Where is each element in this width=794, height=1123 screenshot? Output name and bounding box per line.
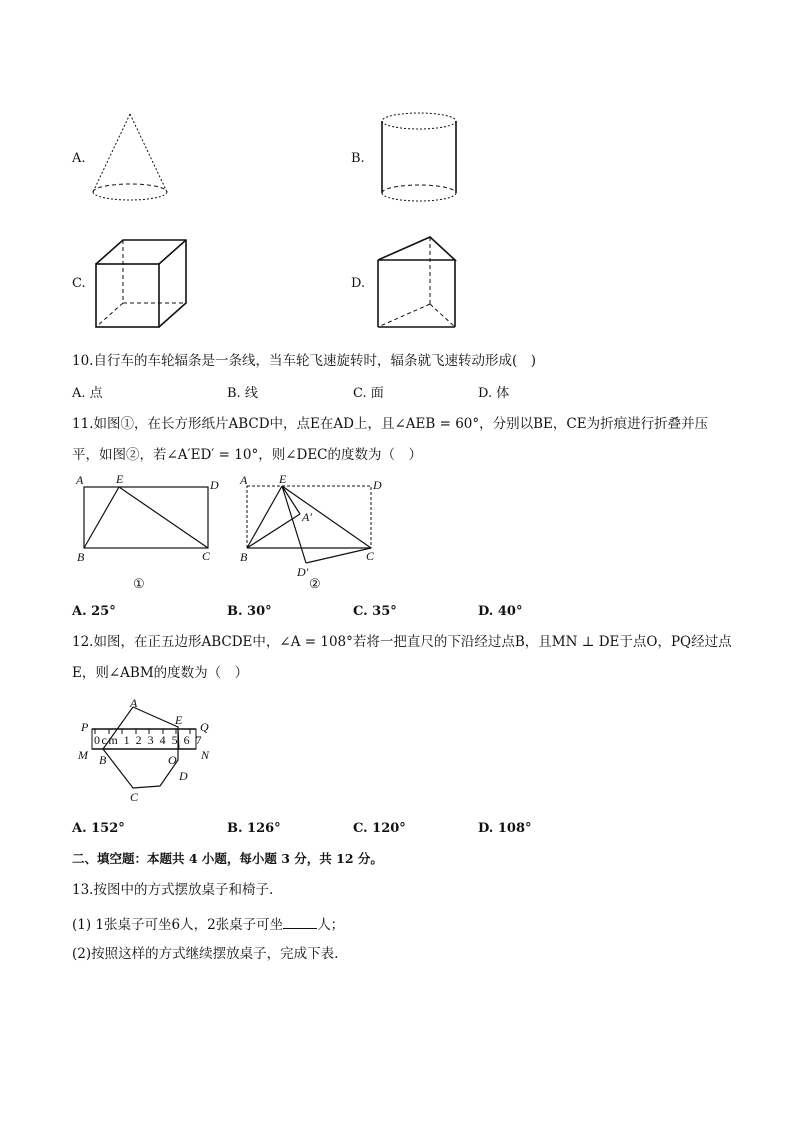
q11-fig1-label-b: B bbox=[77, 550, 85, 564]
q11-stem-line1: 11.如图①，在长方形纸片ABCD中，点E在AD上，且∠AEB = 60°，分别以BE，CE为折痕进行折叠并压 bbox=[72, 416, 709, 432]
q12-label-b: B bbox=[99, 753, 107, 767]
q13-part1-text-b: 人； bbox=[317, 917, 345, 933]
q12-ruler-marks: 0cm 1 2 3 4 5 6 7 bbox=[94, 733, 204, 747]
q12-label-c: C bbox=[130, 790, 139, 804]
q10-option-a: A. 点 bbox=[72, 386, 103, 401]
q10-stem: 10.自行车的车轮辐条是一条线，当车轮飞速旋转时，辐条就飞速转动形成( ) bbox=[72, 353, 537, 369]
q11-option-b: B. 30° bbox=[227, 604, 272, 619]
q12-label-o: O bbox=[168, 753, 177, 767]
q10-option-b: B. 线 bbox=[227, 386, 258, 401]
q12-label-q: Q bbox=[200, 720, 209, 734]
q11-fig2-label-e: E bbox=[279, 472, 287, 486]
q11-option-d: D. 40° bbox=[478, 604, 523, 619]
q11-option-c: C. 35° bbox=[353, 604, 397, 619]
q12-option-c: C. 120° bbox=[353, 821, 406, 836]
q10-option-d: D. 体 bbox=[478, 386, 510, 401]
q12-option-d: D. 108° bbox=[478, 821, 532, 836]
q11-fig1-caption: ① bbox=[133, 577, 145, 592]
q12-label-m: M bbox=[78, 748, 88, 762]
q12-stem-line1: 12.如图，在正五边形ABCDE中，∠A = 108°若将一把直尺的下沿经过点B，且MN ⊥ DE于点O，PQ经过点 bbox=[72, 634, 732, 650]
q11-fig2-caption: ② bbox=[309, 577, 321, 592]
q9-option-a-label: A. bbox=[72, 151, 86, 166]
q12-option-a: A. 152° bbox=[72, 821, 125, 836]
q11-stem-line2: 平，如图②，若∠A′ED′ = 10°，则∠DEC的度数为（ ） bbox=[72, 447, 423, 463]
q11-option-a: A. 25° bbox=[72, 604, 116, 619]
q11-fig1-label-e: E bbox=[116, 472, 124, 486]
q9-option-b-label: B. bbox=[351, 151, 365, 166]
q11-fig2-label-d-prime: D′ bbox=[297, 565, 309, 579]
q12-label-e: E bbox=[175, 713, 183, 727]
q11-fig2-label-d: D bbox=[373, 478, 382, 492]
q12-label-n: N bbox=[201, 748, 210, 762]
q13-part1 bbox=[72, 916, 344, 933]
q11-fig2-label-a: A bbox=[240, 473, 248, 487]
q13-part2: (2)按照这样的方式继续摆放桌子，完成下表. bbox=[72, 946, 339, 962]
q11-fig2-label-a-prime: A′ bbox=[302, 510, 312, 524]
q11-fig2-label-c: C bbox=[366, 549, 375, 563]
q13-part1-blank[interactable] bbox=[283, 916, 317, 929]
q11-fig2-label-b: B bbox=[240, 550, 248, 564]
q12-stem-line2: E，则∠ABM的度数为（ ） bbox=[72, 665, 249, 681]
q11-fig1-label-a: A bbox=[76, 473, 84, 487]
q11-fig1-label-c: C bbox=[202, 549, 211, 563]
q12-label-d: D bbox=[179, 769, 188, 783]
q13-part1-text-a: (1) 1张桌子可坐6人，2张桌子可坐 bbox=[72, 917, 284, 933]
q10-option-c: C. 面 bbox=[353, 386, 384, 401]
q12-label-p: P bbox=[81, 720, 89, 734]
q9-option-c-label: C. bbox=[72, 276, 86, 291]
q13-stem: 13.按图中的方式摆放桌子和椅子. bbox=[72, 882, 274, 898]
q9-option-d-label: D. bbox=[351, 276, 366, 291]
q12-label-a: A bbox=[130, 696, 138, 710]
q11-fig1-label-d: D bbox=[210, 478, 219, 492]
section-2-heading: 二、填空题：本题共 4 小题，每小题 3 分，共 12 分。 bbox=[72, 851, 383, 866]
q12-option-b: B. 126° bbox=[227, 821, 281, 836]
